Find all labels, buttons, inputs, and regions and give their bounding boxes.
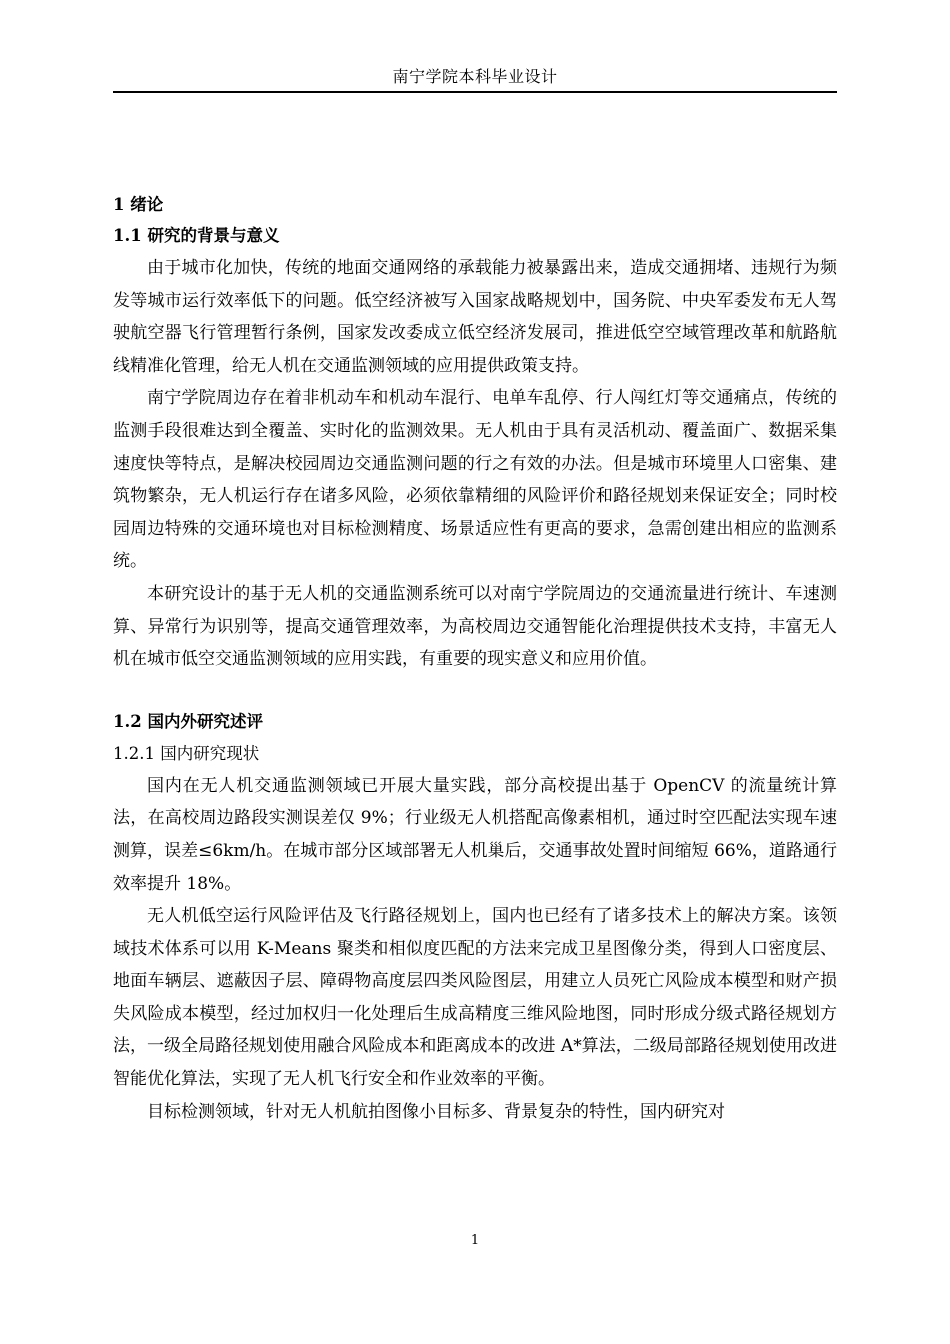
paragraph: 国内在无人机交通监测领域已开展大量实践，部分高校提出基于 OpenCV 的流量统计算法，在高校周边路段实测误差仅 9%；行业级无人机搭配高像素相机，通过时空匹配法实现车速测算，误差≤6km/h。在城市部分区域部署无人机巢后，交通事故处置时间缩短 66%，道路通行效率提升 18%。 — [113, 775, 837, 894]
page-header: 南宁学院本科毕业设计 — [392, 67, 558, 86]
paragraph: 由于城市化加快，传统的地面交通网络的承载能力被暴露出来，造成交通拥堵、违规行为频发等城市运行效率低下的问题。低空经济被写入国家战略规划中，国务院、中央军委发布无人驾驶航空器飞行管理暂行条例，国家发改委成立低空经济发展司，推进低空空域管理改革和航路航线精准化管理，给无人机在交通监测领域的应用提供政策支持。 — [113, 258, 837, 376]
paragraph: 无人机低空运行风险评估及飞行路径规划上，国内也已经有了诸多技术上的解决方案。该领域技术体系可以用 K-Means 聚类和相似度匹配的方法来完成卫星图像分类，得到人口密度层、地面车辆层、遮蔽因子层、障碍物高度层四类风险图层，用建立人员死亡风险成本模型和财产损失风险成本模型，经过加权归一化处理后生成高精度三维风险地图，同时形成分级式路径规划方法，一级全局路径规划使用融合风险成本和距离成本的改进 A*算法，二级局部路径规划使用改进智能优化算法，实现了无人机飞行安全和作业效率的平衡。 — [113, 906, 837, 1090]
paragraph: 南宁学院周边存在着非机动车和机动车混行、电单车乱停、行人闯红灯等交通痛点，传统的监测手段很难达到全覆盖、实时化的监测效果。无人机由于具有灵活机动、覆盖面广、数据采集速度快等特点，是解决校园周边交通监测问题的行之有效的办法。但是城市环境里人口密集、建筑物繁杂，无人机运行存在诸多风险，必须依靠精细的风险评价和路径规划来保证安全；同时校园周边特殊的交通环境也对目标检测精度、场景适应性有更高的要求，急需创建出相应的监测系统。 — [113, 388, 837, 572]
section-spacer — [113, 676, 837, 706]
paragraph: 本研究设计的基于无人机的交通监测系统可以对南宁学院周边的交通流量进行统计、车速测算、异常行为识别等，提高交通管理效率，为高校周边交通智能化治理提供技术支持，丰富无人机在城市低空交通监测领域的应用实践，有重要的现实意义和应用价值。 — [113, 583, 837, 670]
chapter-title: 1 绪论 — [113, 195, 164, 214]
page-number: 1 — [470, 1233, 480, 1248]
subsection-title-1-2-1: 1.2.1 国内研究现状 — [113, 743, 260, 763]
section-title-1-2: 1.2 国内外研究述评 — [113, 711, 263, 731]
document-body — [113, 190, 837, 1128]
section-title-1-1: 1.1 研究的背景与意义 — [113, 226, 280, 245]
header-rule — [113, 91, 837, 93]
paragraph: 目标检测领域，针对无人机航拍图像小目标多、背景复杂的特性，国内研究对 — [147, 1101, 725, 1122]
